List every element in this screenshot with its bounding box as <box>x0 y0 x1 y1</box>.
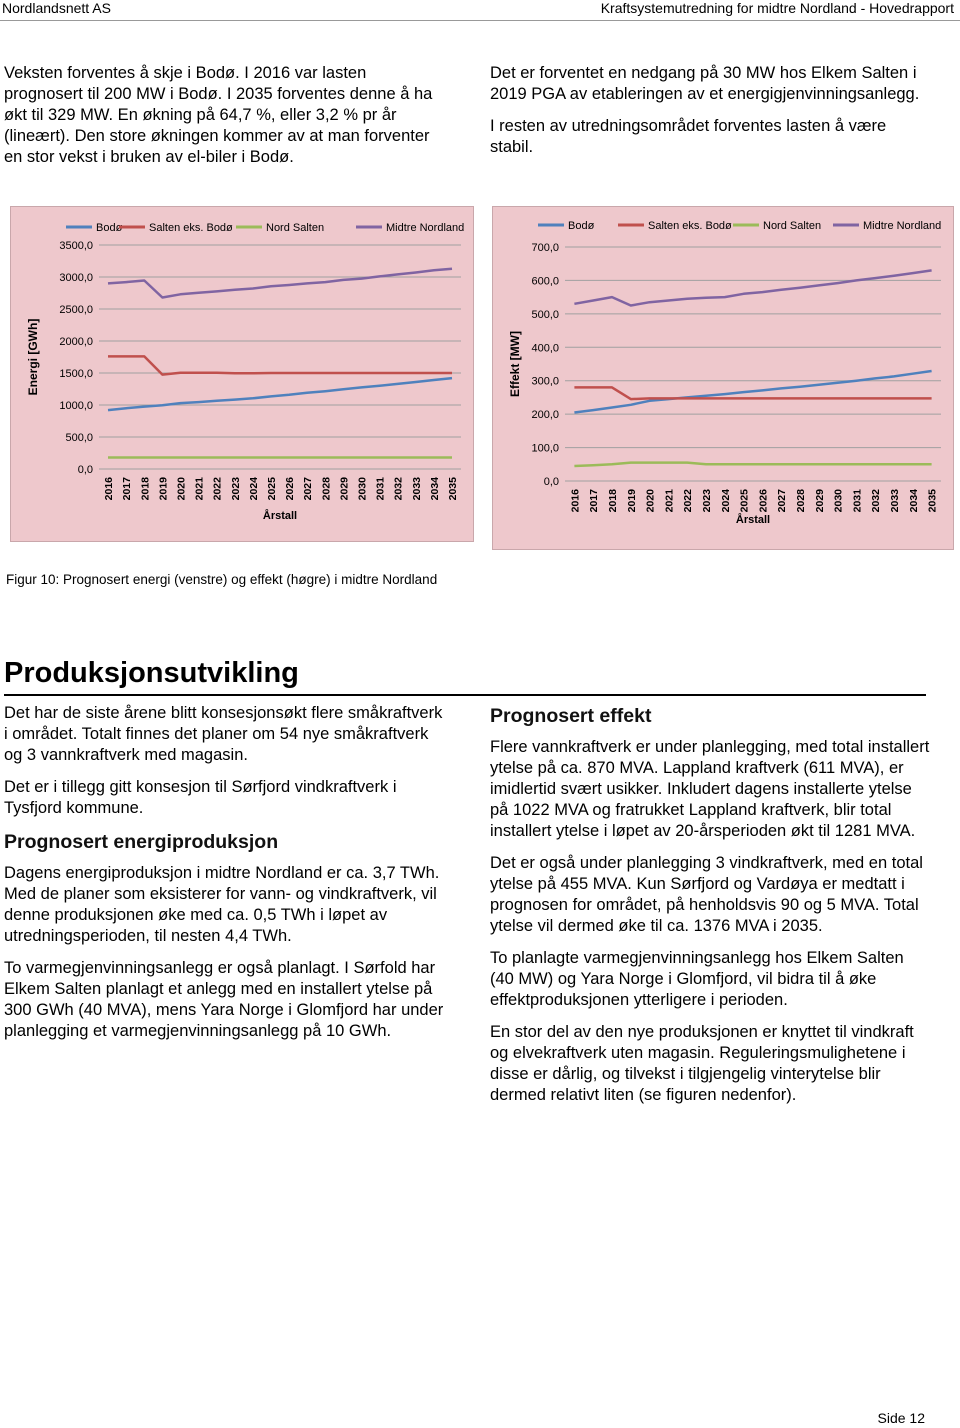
legend-label: Nord Salten <box>763 220 822 232</box>
y-axis-label: Energi [GWh] <box>26 318 40 396</box>
x-axis-label: Årstall <box>735 514 771 526</box>
section-divider <box>4 694 926 696</box>
x-tick-label: 2023 <box>229 477 242 501</box>
y-tick-label: 2000,0 <box>59 336 93 348</box>
x-tick-label: 2032 <box>870 489 883 513</box>
figure-caption: Figur 10: Prognosert energi (venstre) og effekt (høgre) i midtre Nordland <box>6 572 438 587</box>
left-paragraph-1: Det har de siste årene blitt konsesjonsøkt flere småkraftverk i området. Totalt finnes det planer om 54 nye småkraftverk og 3 vannkraftverk med magasin. <box>4 704 443 764</box>
legend-label: Nord Salten <box>266 222 325 234</box>
legend-label: Bodø <box>96 222 123 234</box>
x-tick-label: 2035 <box>446 477 459 501</box>
legend-label: Midtre Nordland <box>863 220 942 232</box>
page-number: Side 12 <box>877 1410 925 1426</box>
y-tick-label: 700,0 <box>531 242 559 254</box>
x-tick-label: 2034 <box>907 489 920 513</box>
right-paragraph-4: En stor del av den nye produksjonen er knyttet til vindkraft og elvekraftverk uten magasin. Reguleringsmulighetene i disse er dårlig, og tilvekst i tilgjengelig vinterytelse blir dermed relativt liten (se figuren nedenfor). <box>490 1023 914 1104</box>
left-paragraph-4: To varmegjenvinningsanlegg er også planlagt. I Sørfold har Elkem Salten planlagt et anlegg med en installert ytelse på 300 GWh (40 MVA), mens Yara Norge i Glomfjord har under planlegging et varmegjenvinningsanlegg på 10 GWh. <box>4 959 444 1040</box>
x-tick-label: 2017 <box>121 477 134 501</box>
right-subheading: Prognosert effekt <box>490 705 652 727</box>
top-left-paragraph: Veksten forventes å skje i Bodø. I 2016 var lasten prognosert til 200 MW i Bodø. I 2035 forventes denne å ha økt til 329 MW. En økning på 64,7 %, eller 3,2 % pr år (lineært). Den store økningen kommer av at man forventer en stor vekst i bruken av el-biler i Bodø. <box>4 64 433 166</box>
x-tick-label: 2023 <box>701 489 713 513</box>
x-tick-label: 2016 <box>103 477 116 501</box>
y-tick-label: 500,0 <box>531 308 559 321</box>
x-tick-label: 2031 <box>374 477 387 501</box>
y-tick-label: 2500,0 <box>59 304 93 316</box>
x-tick-label: 2029 <box>813 489 826 513</box>
x-tick-label: 2029 <box>338 477 351 501</box>
left-subheading: Prognosert energiproduksjon <box>4 831 279 853</box>
right-paragraph-1: Flere vannkraftverk er under planlegging, med total installert ytelse på ca. 870 MVA. Lappland kraftverk (611 MVA), er imidlertid svært usikker. Inkludert dagens installerte ytelse på 1022 MVA og fratrukket Lappland kraftverk, blir total installert ytelse i løpet av 20-årsperioden økt til 1281 MVA. <box>490 738 930 840</box>
x-tick-label: 2035 <box>926 489 939 513</box>
x-tick-label: 2024 <box>247 477 260 501</box>
top-right-text <box>490 63 930 158</box>
x-tick-label: 2030 <box>832 489 845 513</box>
y-tick-label: 600,0 <box>531 275 559 288</box>
legend-label: Salten eks. Bodø <box>149 222 233 234</box>
x-tick-label: 2018 <box>139 477 152 501</box>
y-tick-label: 0,0 <box>77 464 93 476</box>
left-paragraph-2: Det er i tillegg gitt konsesjon til Sørfjord vindkraftverk i Tysfjord kommune. <box>4 778 397 817</box>
power-chart <box>492 206 954 550</box>
energy-chart <box>10 206 474 542</box>
energy-chart-svg <box>11 207 473 541</box>
left-column <box>4 703 444 1053</box>
plot-area <box>565 247 941 481</box>
x-tick-label: 2021 <box>663 489 676 513</box>
legend-label: Bodø <box>568 220 595 232</box>
top-right-paragraph-2: I resten av utredningsområdet forventes lasten å være stabil. <box>490 117 887 156</box>
page-header <box>0 0 960 21</box>
x-tick-label: 2028 <box>320 477 333 501</box>
x-tick-label: 2025 <box>738 489 751 513</box>
x-tick-label: 2033 <box>889 489 901 513</box>
x-tick-label: 2026 <box>757 489 770 513</box>
x-tick-label: 2027 <box>302 477 315 501</box>
x-tick-label: 2025 <box>265 477 278 501</box>
y-tick-label: 400,0 <box>531 342 559 355</box>
section-title: Produksjonsutvikling <box>4 657 299 689</box>
x-tick-label: 2024 <box>719 489 732 513</box>
y-axis-label: Effekt [MW] <box>508 331 522 397</box>
x-tick-label: 2026 <box>284 477 297 501</box>
y-tick-label: 0,0 <box>543 476 559 488</box>
right-paragraph-2: Det er også under planlegging 3 vindkraftverk, med en total ytelse på 455 MVA. Kun Sørfjord og Vardøya er medtatt i prognosen for området, på henholdsvis 90 og 5 MVA. Total ytelse vil dermed øke til ca. 1376 MVA i 2035. <box>490 854 923 935</box>
x-tick-label: 2022 <box>682 489 695 513</box>
x-tick-label: 2022 <box>211 477 224 501</box>
plot-area <box>99 245 461 469</box>
y-tick-label: 3000,0 <box>59 272 93 284</box>
x-tick-label: 2032 <box>392 477 405 501</box>
x-tick-label: 2018 <box>607 489 619 513</box>
y-tick-label: 500,0 <box>65 432 93 444</box>
x-tick-label: 2033 <box>410 477 423 501</box>
x-tick-label: 2030 <box>356 477 369 501</box>
x-tick-label: 2027 <box>776 489 789 513</box>
x-tick-label: 2019 <box>157 477 170 501</box>
right-column <box>490 704 930 1117</box>
header-company: Nordlandsnett AS <box>2 0 111 16</box>
right-paragraph-3: To planlagte varmegjenvinningsanlegg hos Elkem Salten (40 MW) og Yara Norge i Glomfjord, vil bidra til å øke effektproduksjonen ytterligere i perioden. <box>490 949 904 1009</box>
x-tick-label: 2017 <box>588 489 601 513</box>
y-tick-label: 1000,0 <box>59 400 93 412</box>
y-tick-label: 3500,0 <box>59 240 93 252</box>
x-tick-label: 2028 <box>795 489 807 513</box>
x-axis-label: Årstall <box>262 510 298 522</box>
y-tick-label: 300,0 <box>531 375 559 388</box>
header-report-title: Kraftsystemutredning for midtre Nordland - Hovedrapport <box>600 0 954 16</box>
top-right-paragraph-1: Det er forventet en nedgang på 30 MW hos Elkem Salten i 2019 PGA av etableringen av et energigjenvinningsanlegg. <box>490 64 920 103</box>
x-tick-label: 2016 <box>569 489 582 513</box>
y-tick-label: 200,0 <box>531 409 559 422</box>
power-chart-svg <box>493 207 953 549</box>
legend-label: Salten eks. Bodø <box>648 220 732 232</box>
x-tick-label: 2020 <box>175 477 188 501</box>
left-paragraph-3: Dagens energiproduksjon i midtre Nordland er ca. 3,7 TWh. Med de planer som eksisterer for vann- og vindkraftverk, vil denne produksjonen øke med ca. 0,5 TWh i løpet av utredningsperioden, til nesten 4,4 TWh. <box>4 864 440 945</box>
legend-label: Midtre Nordland <box>386 222 465 234</box>
y-tick-label: 1500,0 <box>59 368 93 380</box>
y-tick-label: 100,0 <box>531 442 559 455</box>
x-tick-label: 2021 <box>193 477 206 501</box>
x-tick-label: 2034 <box>428 477 441 501</box>
x-tick-label: 2031 <box>851 489 864 513</box>
x-tick-label: 2020 <box>644 489 657 513</box>
x-tick-label: 2019 <box>625 489 638 513</box>
